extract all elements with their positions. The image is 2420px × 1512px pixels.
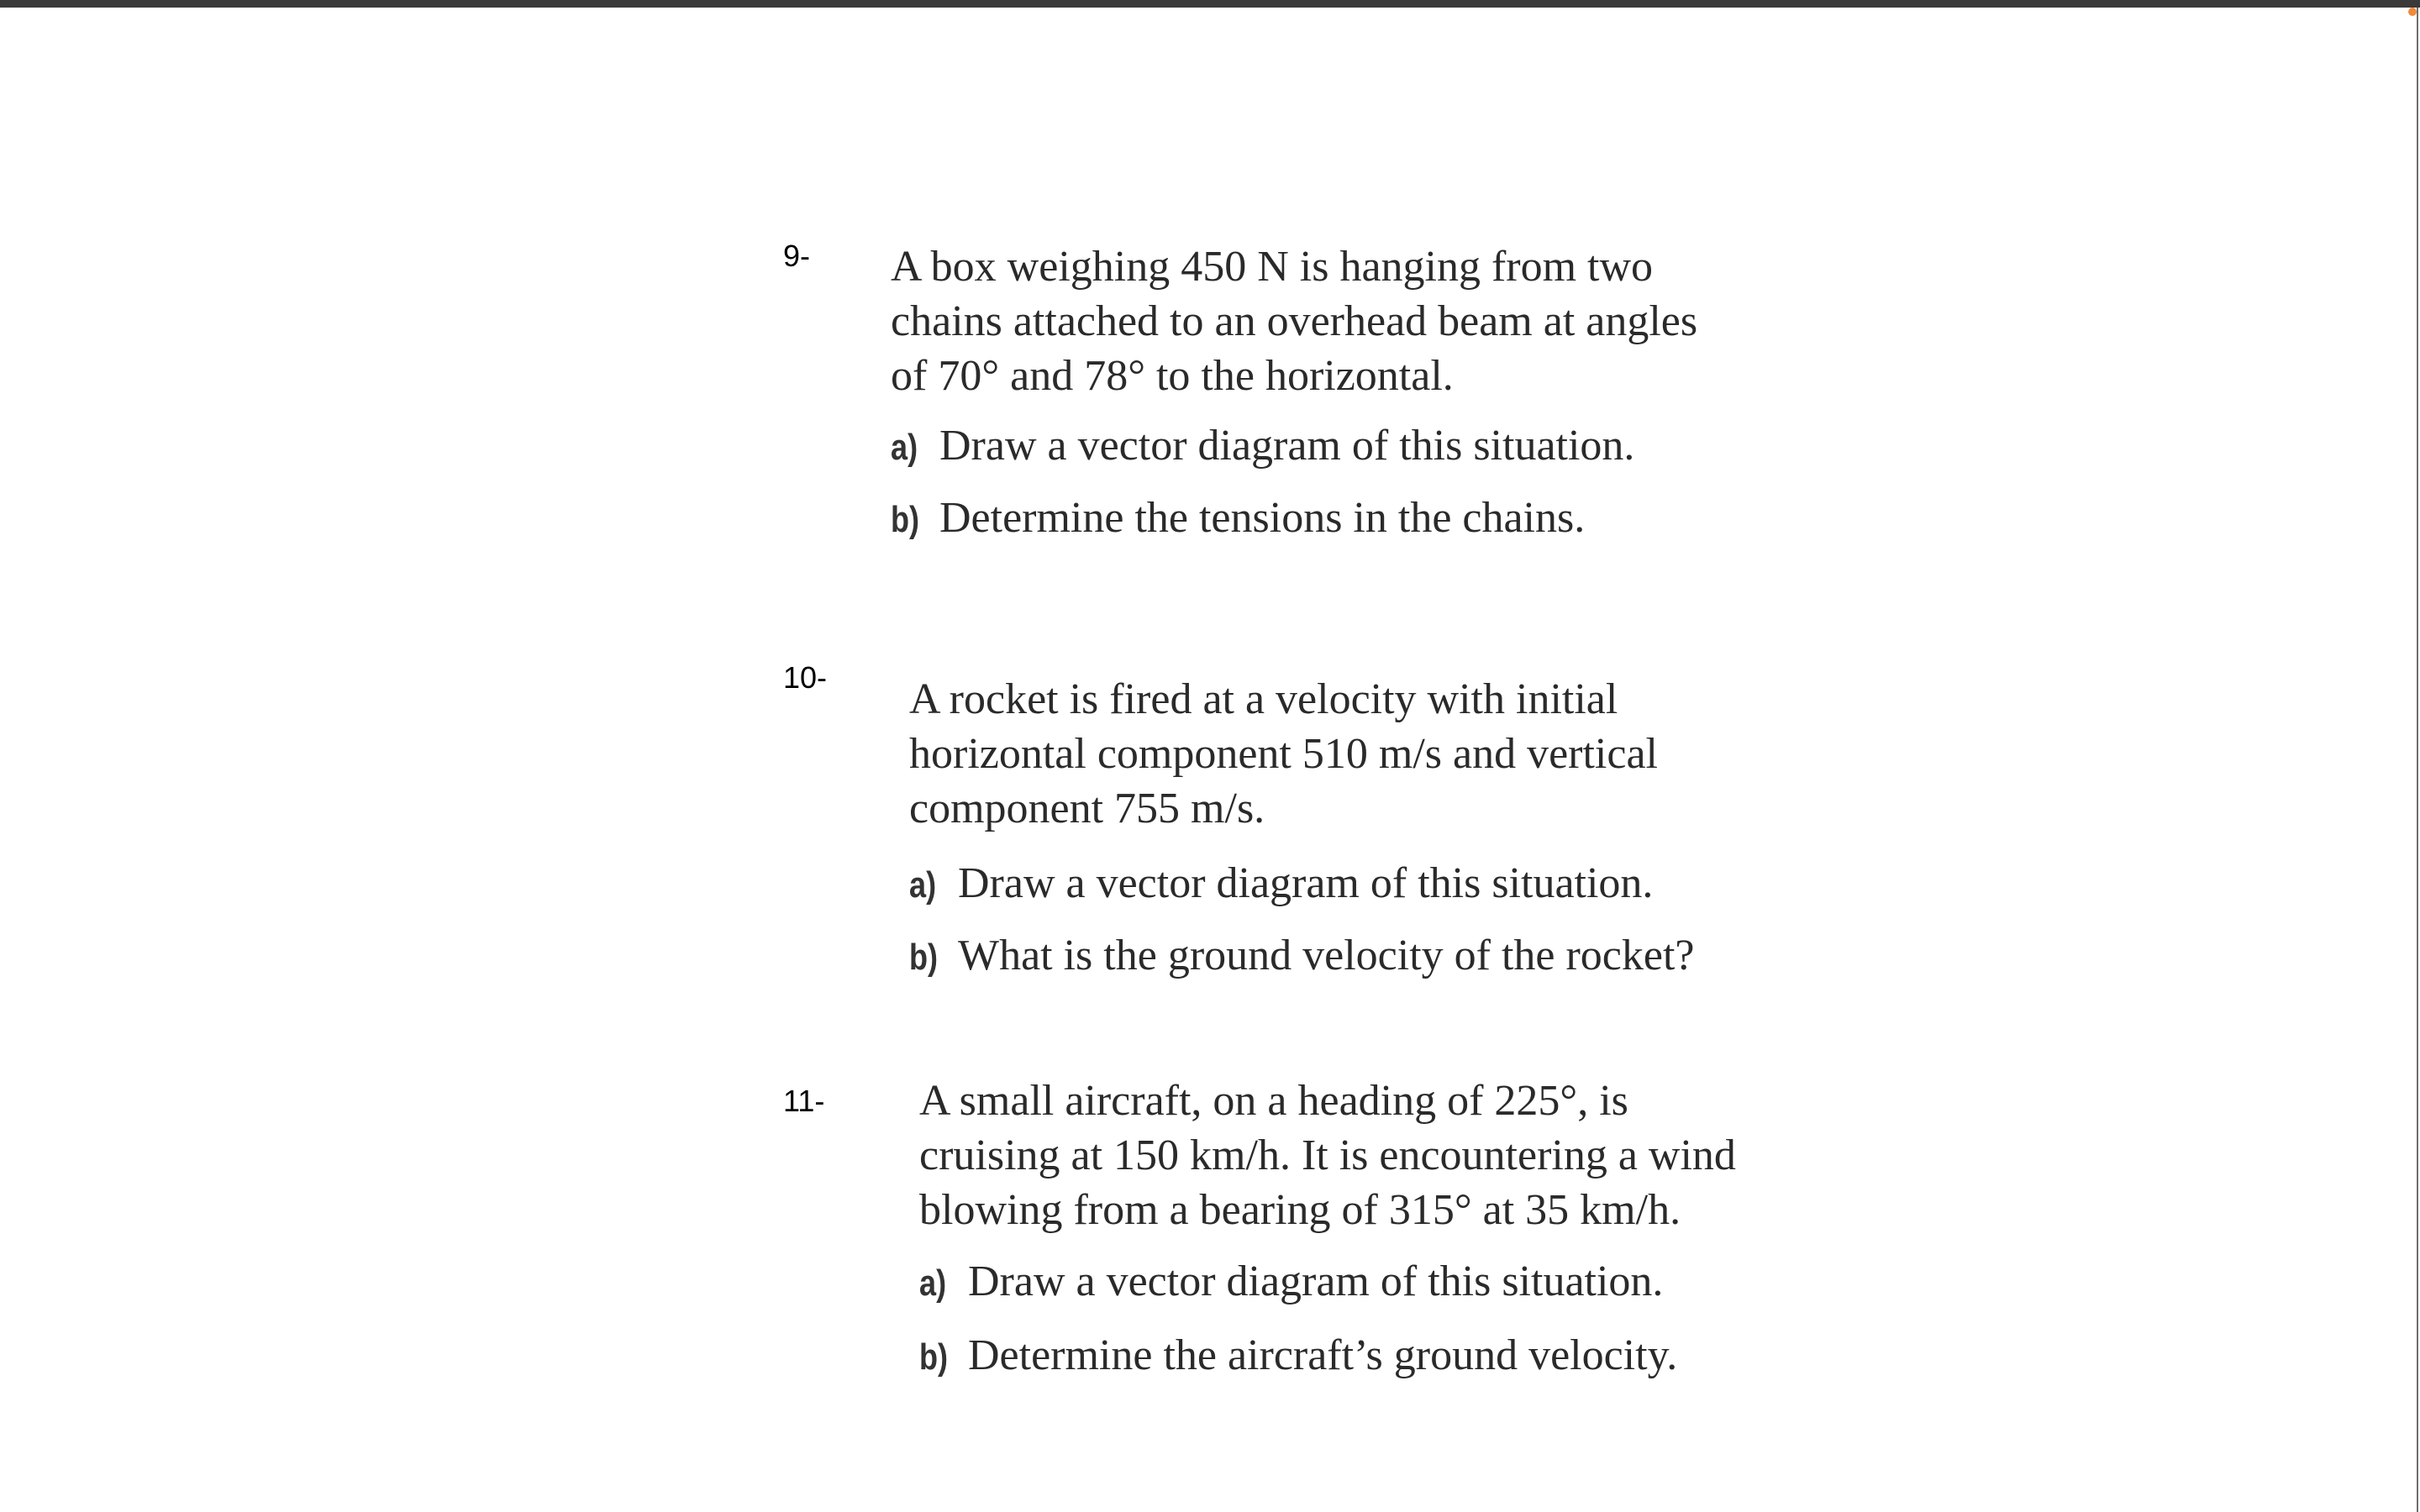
stem-line: blowing from a bearing of 315° at 35 km/h. — [919, 1186, 1681, 1234]
problem-9-part-b — [891, 492, 1697, 546]
problem-10-part-a — [909, 858, 1694, 911]
part-letter: a) — [891, 427, 918, 468]
part-text: Draw a vector diagram of this situation. — [968, 1257, 1664, 1305]
stem-line: A box weighing 450 N is hanging from two — [891, 243, 1654, 291]
part-text: What is the ground velocity of the rocket? — [958, 932, 1695, 979]
problem-11 — [919, 1074, 1736, 1383]
problem-9 — [891, 239, 1697, 546]
part-text: Determine the aircraft’s ground velocity. — [968, 1331, 1678, 1379]
problem-number-10: 10- — [783, 660, 828, 695]
part-text: Draw a vector diagram of this situation. — [939, 422, 1635, 470]
stem-line: of 70° and 78° to the horizontal. — [891, 352, 1454, 400]
stem-line: A rocket is fired at a velocity with initial — [909, 675, 1618, 723]
problem-10 — [909, 672, 1694, 984]
problem-11-part-b — [919, 1330, 1736, 1383]
stem-line: horizontal component 510 m/s and vertical — [909, 730, 1658, 778]
problem-number-11: 11- — [783, 1084, 825, 1118]
part-letter: b) — [909, 937, 939, 978]
stem-line: component 755 m/s. — [909, 785, 1265, 832]
part-letter: a) — [919, 1263, 947, 1304]
problem-10-part-b — [909, 930, 1694, 984]
part-text: Determine the tensions in the chains. — [939, 494, 1586, 542]
problem-11-stem — [919, 1074, 1736, 1237]
corner-indicator-dot — [2408, 8, 2417, 16]
page-right-border — [2417, 8, 2418, 1512]
window-top-bar — [0, 0, 2420, 8]
part-letter: b) — [891, 499, 920, 540]
part-letter: b) — [919, 1336, 949, 1378]
stem-line: chains attached to an overhead beam at angles — [891, 297, 1698, 345]
problem-9-stem — [891, 239, 1697, 403]
part-text: Draw a vector diagram of this situation. — [958, 859, 1654, 907]
stem-line: cruising at 150 km/h. It is encountering a wind — [919, 1131, 1736, 1179]
problem-9-part-a — [891, 420, 1697, 474]
problem-11-part-a — [919, 1256, 1736, 1310]
stem-line: A small aircraft, on a heading of 225°, is — [919, 1077, 1628, 1125]
problem-number-9: 9- — [783, 239, 811, 273]
part-letter: a) — [909, 864, 937, 906]
problem-10-stem — [909, 672, 1694, 836]
